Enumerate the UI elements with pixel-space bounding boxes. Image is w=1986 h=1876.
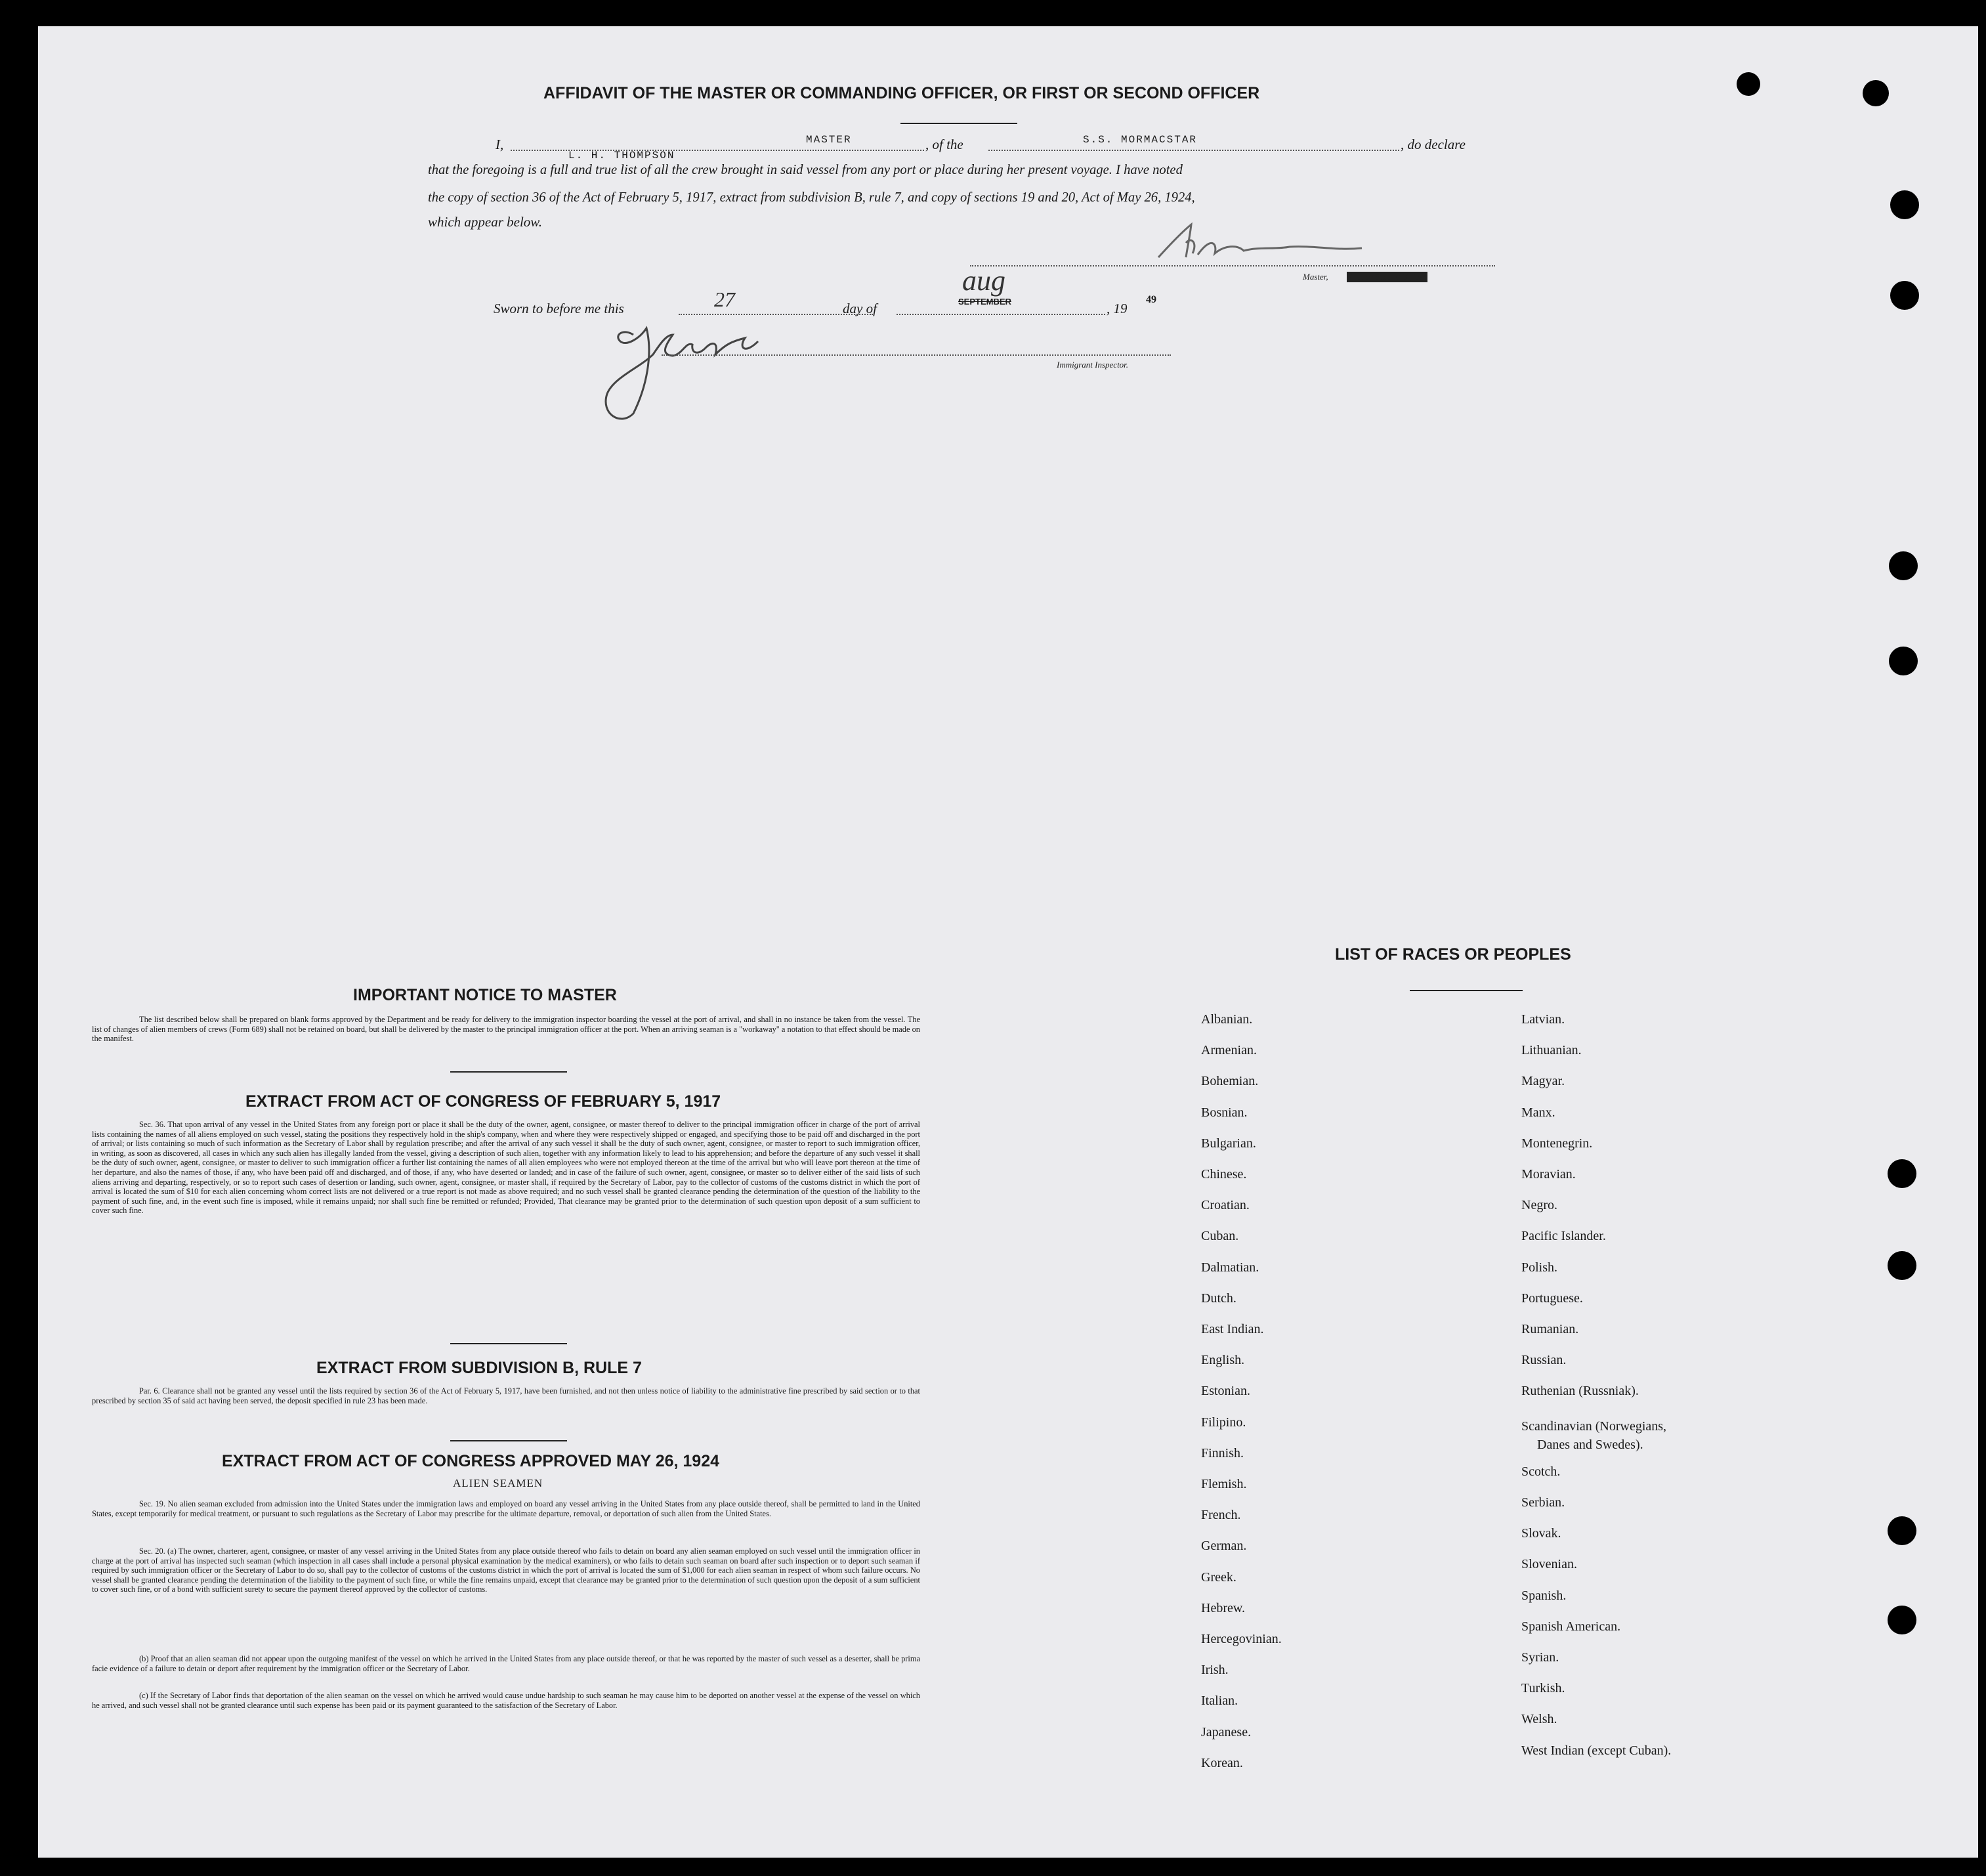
race-item: West Indian (except Cuban). xyxy=(1521,1743,1672,1758)
race-item: Dutch. xyxy=(1201,1290,1236,1306)
punch-hole xyxy=(1888,1606,1916,1634)
race-item: German. xyxy=(1201,1539,1247,1554)
race-item: Japanese. xyxy=(1201,1724,1252,1739)
of-the-label: , of the xyxy=(925,137,963,152)
dotted-leader xyxy=(897,314,1105,315)
master-caption: Master, xyxy=(1303,272,1328,282)
race-item: Albanian. xyxy=(1201,1012,1253,1027)
race-item: Slovak. xyxy=(1521,1526,1561,1541)
race-item: Bulgarian. xyxy=(1201,1136,1256,1151)
master-signature-line xyxy=(970,265,1495,266)
punch-hole xyxy=(1888,1516,1916,1545)
race-item: Slovenian. xyxy=(1521,1557,1577,1572)
title-divider xyxy=(900,123,1017,124)
extract-1917-title: EXTRACT FROM ACT OF CONGRESS OF FEBRUARY 5, 1917 xyxy=(245,1092,721,1111)
race-item: Polish. xyxy=(1521,1260,1558,1275)
day-of-label: day of xyxy=(843,301,877,316)
race-item: French. xyxy=(1201,1508,1241,1523)
do-declare-label: , do declare xyxy=(1401,137,1466,152)
race-item: Lithuanian. xyxy=(1521,1043,1582,1058)
race-item: East Indian. xyxy=(1201,1322,1264,1336)
race-item: Flemish. xyxy=(1201,1477,1247,1491)
section-20c-body: (c) If the Secretary of Labor finds that deportation of the alien seaman on the vessel on which he arrived would cause undue hardship to such seaman he may cause him to be deported on another vessel at the expense of the vessel on which he arrived, and such vessel shall not be granted clearance until such expense has been paid or its payment guaranteed to the satisfaction of the Secretary of Labor. xyxy=(92,1691,920,1710)
race-item: Chinese. xyxy=(1201,1167,1247,1182)
race-item: Hercegovinian. xyxy=(1201,1632,1282,1646)
position-value: MASTER xyxy=(806,134,852,146)
section-divider xyxy=(450,1343,567,1344)
year-prefix: , 19 xyxy=(1107,301,1128,316)
race-item: Moravian. xyxy=(1521,1167,1576,1182)
rule-7-title: EXTRACT FROM SUBDIVISION B, RULE 7 xyxy=(316,1359,642,1377)
declaration-i: I, xyxy=(496,137,504,152)
races-divider xyxy=(1410,990,1523,991)
section-divider xyxy=(450,1071,567,1073)
race-item: English. xyxy=(1201,1353,1245,1368)
race-item: Rumanian. xyxy=(1521,1322,1579,1336)
month-struck: SEPTEMBER xyxy=(958,297,1011,307)
race-item: Finnish. xyxy=(1201,1445,1244,1460)
race-item: Scandinavian (Norwegians, xyxy=(1521,1418,1667,1434)
race-item: Scotch. xyxy=(1521,1464,1561,1479)
race-item: Dalmatian. xyxy=(1201,1260,1259,1275)
punch-hole xyxy=(1889,551,1918,580)
race-item: Portuguese. xyxy=(1521,1290,1583,1306)
race-item: Russian. xyxy=(1521,1353,1567,1368)
race-item: Irish. xyxy=(1201,1663,1229,1678)
master-name-value: L. H. THOMPSON xyxy=(568,150,675,161)
extract-1924-subtitle: ALIEN SEAMEN xyxy=(453,1477,543,1489)
race-item: Croatian. xyxy=(1201,1198,1250,1213)
race-item: Pacific Islander. xyxy=(1521,1229,1606,1244)
race-item: Montenegrin. xyxy=(1521,1136,1593,1151)
race-item: Cuban. xyxy=(1201,1229,1239,1244)
inspector-signature-line xyxy=(662,354,1171,356)
punch-hole xyxy=(1888,1159,1916,1188)
race-item: Italian. xyxy=(1201,1694,1238,1709)
punch-hole xyxy=(1863,80,1889,106)
declaration-line-3: the copy of section 36 of the Act of February 5, 1917, extract from subdivision B, rule 7, and copy of sections 19 and 20, Act of May 26, 1924, xyxy=(428,190,1195,205)
race-item: Spanish American. xyxy=(1521,1619,1621,1634)
extract-1924-title: EXTRACT FROM ACT OF CONGRESS APPROVED MAY 26, 1924 xyxy=(222,1452,720,1470)
races-title: LIST OF RACES OR PEOPLES xyxy=(1335,945,1571,964)
race-item: Turkish. xyxy=(1521,1681,1565,1696)
section-19-body: Sec. 19. No alien seaman excluded from admission into the United States under the immigration laws and employed on board any vessel arriving in the United States from any place outside thereof, shall be permitted to land in the United States, except temporarily for medical treatment, or pursuant to such regulations as the Secretary of Labor may prescribe for the ultimate departure, removal, or deportation of such alien from the United States. xyxy=(92,1499,920,1518)
race-item: Danes and Swedes). xyxy=(1537,1437,1643,1452)
officer-caption-struck: First or Second Officer. xyxy=(1347,272,1427,282)
race-item: Welsh. xyxy=(1521,1712,1557,1727)
race-item: Magyar. xyxy=(1521,1074,1565,1089)
sworn-label: Sworn to before me this xyxy=(494,301,624,316)
day-value: 27 xyxy=(714,288,735,311)
race-item: Greek. xyxy=(1201,1569,1236,1585)
section-20b-body: (b) Proof that an alien seaman did not appear upon the outgoing manifest of the vessel on which he arrived in the United States from any place outside thereof, or that he was reported by the master of such vessel as a deserter, shall be prima facie evidence of a failure to detain or deport after requirement by the immigration officer or the Secretary of Labor. xyxy=(92,1654,920,1673)
race-item: Bosnian. xyxy=(1201,1105,1248,1120)
race-item: Ruthenian (Russniak). xyxy=(1521,1384,1639,1399)
race-item: Spanish. xyxy=(1521,1588,1567,1603)
race-item: Serbian. xyxy=(1521,1495,1565,1510)
punch-hole xyxy=(1889,647,1918,675)
inspector-caption: Immigrant Inspector. xyxy=(1057,360,1129,370)
section-divider xyxy=(450,1440,567,1441)
declaration-line-2: that the foregoing is a full and true list of all the crew brought in said vessel from any port or place during her present voyage. I have noted xyxy=(428,163,1183,177)
race-item: Korean. xyxy=(1201,1755,1243,1770)
year-value: 49 xyxy=(1146,294,1156,305)
punch-hole xyxy=(1888,1251,1916,1280)
notice-title: IMPORTANT NOTICE TO MASTER xyxy=(353,986,617,1004)
race-item: Manx. xyxy=(1521,1105,1555,1120)
race-item: Latvian. xyxy=(1521,1012,1565,1027)
punch-hole xyxy=(1890,281,1919,310)
race-item: Hebrew. xyxy=(1201,1600,1246,1615)
master-signature xyxy=(1152,217,1388,269)
race-item: Filipino. xyxy=(1201,1415,1246,1430)
affidavit-title: AFFIDAVIT OF THE MASTER OR COMMANDING OFFICER, OR FIRST OR SECOND OFFICER xyxy=(543,84,1260,102)
race-item: Armenian. xyxy=(1201,1043,1257,1058)
race-item: Negro. xyxy=(1521,1198,1557,1213)
vessel-name-value: S.S. MORMACSTAR xyxy=(1083,134,1198,146)
race-item: Bohemian. xyxy=(1201,1074,1259,1089)
declaration-line-4: which appear below. xyxy=(428,214,543,230)
inspector-signature xyxy=(594,315,778,427)
race-item: Estonian. xyxy=(1201,1384,1250,1399)
section-20a-body: Sec. 20. (a) The owner, charterer, agent, consignee, or master of any vessel arriving in the United States from any place outside thereof who fails to detain on board any alien seaman employed on such vessel until the immigration officer in charge at the port of arrival has inspected such seaman (which inspection in all cases shall include a personal physical examination by the medical examiners), or who fails to detain such seaman on board after such inspection or to deport such seaman if required by such immigration officer or the Secretary of Labor to do so, shall pay to the collector of customs of the customs district in which the port of arrival is located the sum of $1,000 for each alien seaman in respect of whom such failure occurs. No vessel shall be granted clearance pending the determination of the liability to the payment of such fine, or while the fine remains unpaid, except that clearance may be granted prior to the determination of such question upon the deposit of a sum sufficient to cover such fine, or of a bond with sufficient surety to secure the payment thereof approved by the collector of customs. xyxy=(92,1546,920,1594)
notice-body: The list described below shall be prepared on blank forms approved by the Department and be ready for delivery to the immigration inspector boarding the vessel at the port of arrival, and shall in no instance be taken from the vessel. The list of changes of alien members of crews (Form 689) shall not be retained on board, but shall be delivered by the master to the principal immigration officer at the port. When an arriving seaman is a "workaway" a notation to that effect should be made on the manifest. xyxy=(92,1015,920,1044)
dotted-leader xyxy=(988,150,1399,151)
month-written: aug xyxy=(962,265,1005,297)
extract-1917-body: Sec. 36. That upon arrival of any vessel in the United States from any foreign port or place it shall be the duty of the owner, agent, consignee, or master thereof to deliver to the principal immigration officer in charge of the port of arrival lists containing the names of all aliens employed on such vessel, stating the positions they respectively hold in the ship's company, when and where they were respectively shipped or engaged, and specifying those to be paid off and discharged in the port of arrival; or lists containing so much of such information as the Secretary of Labor shall by regulation prescribe; and after the arrival of any such vessel it shall be the duty of such owner, agent, consignee, or master to report to such immigration officer, in writing, as soon as discovered, all cases in which any such alien has illegally landed from the vessel, giving a description of such alien, together with any information likely to lead to his apprehension; and before the departure of any such vessel it shall be the duty of such owner, agent, consignee, or master to deliver to such immigration officer a further list containing the names of all alien employees who were not employed thereon at the time of the arrival but who will leave port thereon at the time of her departure, and also the names of those, if any, who have been paid off and discharged, and of those, if any, who have deserted or landed; and in case of the failure of such owner, agent, consignee, or master so to deliver either of the said lists of such aliens arriving and departing, respectively, or so to report such cases of desertion or landing, such owner, agent, consignee, or master shall, if required by the Secretary of Labor, pay to the collector of customs of the customs district in which the port of arrival is located the sum of $10 for each alien concerning whom correct lists are not delivered or a true report is not made as above required; and no such vessel shall be granted clearance pending the determination of the question of the liability to the payment of such fine, and, in the event such fine is imposed, while it remains unpaid; nor shall such fine be remitted or refunded; Provided, That clearance may be granted prior to the determination of such question upon deposit of a sum sufficient to cover such fine. xyxy=(92,1120,920,1216)
punch-hole xyxy=(1890,190,1919,219)
race-item: Syrian. xyxy=(1521,1650,1559,1665)
punch-hole xyxy=(1737,72,1760,96)
rule-7-body: Par. 6. Clearance shall not be granted any vessel until the lists required by section 36 of the Act of February 5, 1917, have been furnished, and not then unless notice of liability to the administrative fine prescribed by said section or to that prescribed by section 35 of said act having been served, the deposit specified in rule 23 has been made. xyxy=(92,1386,920,1405)
